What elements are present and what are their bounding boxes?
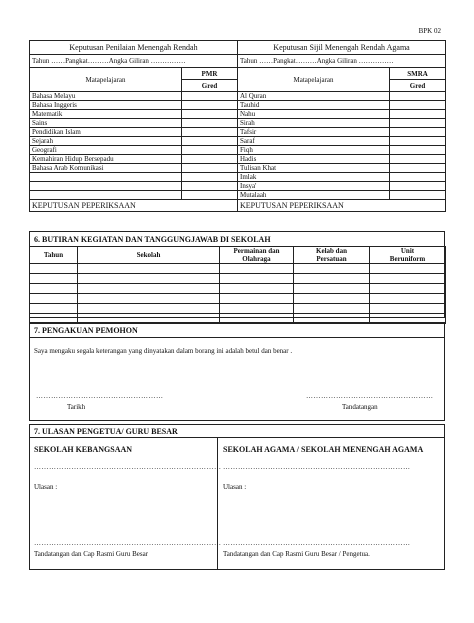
- subject-row: [30, 101, 446, 110]
- religious-school-sign-label: Tandatangan dan Cap Rasmi Guru Besar / Pengetua.: [223, 550, 370, 558]
- activities-row: [30, 294, 446, 304]
- activities-row: [30, 274, 446, 284]
- activities-col-header: [30, 247, 78, 264]
- exam-results-table: [29, 40, 446, 212]
- national-school-sign-field[interactable]: …………………………………………………………………: [34, 539, 222, 547]
- activities-cell[interactable]: [370, 264, 446, 274]
- activities-col-header-line: Beruniform: [389, 255, 426, 263]
- activities-row: [30, 264, 446, 274]
- activities-cell[interactable]: [220, 284, 294, 294]
- activities-cell[interactable]: [78, 304, 220, 314]
- religious-school-heading: SEKOLAH AGAMA / SEKOLAH MENENGAH AGAMA: [223, 445, 424, 454]
- activities-cell[interactable]: [30, 274, 78, 284]
- smra-subject-name: Mutalaah: [238, 191, 390, 200]
- activities-cell[interactable]: [30, 294, 78, 304]
- principal-review-section: [29, 424, 445, 570]
- pmr-subject-name: Bahasa Melayu: [30, 92, 182, 101]
- pmr-grade-header: Gred: [182, 80, 238, 92]
- activities-col-header-line: Unit: [400, 247, 415, 255]
- religious-school-ulasan: Ulasan :: [223, 483, 247, 491]
- smra-grade-cell[interactable]: [390, 191, 446, 200]
- smra-grade-cell[interactable]: [390, 110, 446, 119]
- declaration-section: [29, 322, 445, 421]
- principal-review-title: 7. ULASAN PENGETUA/ GURU BESAR: [34, 427, 178, 436]
- form-code: BPK 02: [418, 27, 441, 35]
- smra-grade-cell[interactable]: [390, 164, 446, 173]
- religious-school-field[interactable]: …………………………………………………………………: [223, 463, 411, 471]
- religious-school-sign-field[interactable]: …………………………………………………………………: [223, 539, 411, 547]
- subject-row: [30, 110, 446, 119]
- smra-grade-cell[interactable]: [390, 128, 446, 137]
- activities-section: [29, 231, 445, 318]
- national-school-heading: SEKOLAH KEBANGSAAN: [34, 445, 133, 454]
- activities-col-header-line: Kelab dan: [316, 247, 347, 255]
- smra-subject-name: Tauhid: [238, 101, 390, 110]
- pmr-subject-name: Geografi: [30, 146, 182, 155]
- activities-cell[interactable]: [30, 264, 78, 274]
- activities-col-header: [220, 247, 294, 264]
- smra-subject-name: Al Quran: [238, 92, 390, 101]
- pmr-subject-name: [30, 182, 182, 191]
- pmr-subject-name: Bahasa Inggeris: [30, 101, 182, 110]
- pmr-subject-header: Matapelajaran: [30, 68, 182, 92]
- pmr-exam-header: PMR: [182, 68, 238, 80]
- activities-cell[interactable]: [294, 304, 370, 314]
- national-school-ulasan: Ulasan :: [34, 483, 58, 491]
- date-label: Tarikh: [67, 403, 86, 411]
- smra-subject-name: Fiqh: [238, 146, 390, 155]
- pmr-subject-name: Matematik: [30, 110, 182, 119]
- pmr-grade-cell[interactable]: [182, 164, 238, 173]
- pmr-grade-cell[interactable]: [182, 92, 238, 101]
- smra-subject-name: Sirah: [238, 119, 390, 128]
- smra-subject-name: Tulisan Khat: [238, 164, 390, 173]
- pmr-results-title: Keputusan Penilaian Menengah Rendah: [30, 41, 238, 55]
- activities-table: [29, 246, 446, 324]
- smra-grade-cell[interactable]: [390, 119, 446, 128]
- smra-grade-cell[interactable]: [390, 173, 446, 182]
- pmr-subject-name: [30, 191, 182, 200]
- activities-cell[interactable]: [294, 274, 370, 284]
- subject-row: [30, 173, 446, 182]
- pmr-grade-cell[interactable]: [182, 128, 238, 137]
- activities-cell[interactable]: [220, 264, 294, 274]
- activities-col-header-line: Permainan dan: [233, 247, 280, 255]
- activities-col-header: [78, 247, 220, 264]
- smra-exam-result-label: KEPUTUSAN PEPERIKSAAN: [238, 200, 446, 212]
- pmr-grade-cell[interactable]: [182, 155, 238, 164]
- activities-cell[interactable]: [78, 284, 220, 294]
- pmr-subject-name: Kemahiran Hidup Bersepadu: [30, 155, 182, 164]
- signature-field[interactable]: ……………………………………………: [306, 392, 434, 400]
- smra-subject-name: Insya': [238, 182, 390, 191]
- activities-cell[interactable]: [370, 304, 446, 314]
- activities-col-header: [370, 247, 446, 264]
- activities-col-header-line: Sekolah: [136, 251, 161, 259]
- smra-subject-name: Hadis: [238, 155, 390, 164]
- activities-title: 6. BUTIRAN KEGIATAN DAN TANGGUNGJAWAB DI SEKOLAH: [34, 235, 271, 244]
- smra-subject-name: Saraf: [238, 137, 390, 146]
- activities-cell[interactable]: [78, 294, 220, 304]
- smra-grade-cell[interactable]: [390, 146, 446, 155]
- pmr-grade-cell[interactable]: [182, 137, 238, 146]
- subject-row: [30, 182, 446, 191]
- national-school-field[interactable]: …………………………………………………………………: [34, 463, 222, 471]
- activities-cell[interactable]: [370, 294, 446, 304]
- activities-cell[interactable]: [220, 304, 294, 314]
- subject-row: [30, 146, 446, 155]
- activities-cell[interactable]: [294, 294, 370, 304]
- activities-col-header: [294, 247, 370, 264]
- smra-grade-cell[interactable]: [390, 92, 446, 101]
- activities-cell[interactable]: [294, 264, 370, 274]
- pmr-grade-cell[interactable]: [182, 146, 238, 155]
- pmr-subject-name: Pendidikan Islam: [30, 128, 182, 137]
- activities-cell[interactable]: [370, 284, 446, 294]
- activities-cell[interactable]: [370, 274, 446, 284]
- pmr-grade-cell[interactable]: [182, 119, 238, 128]
- subject-row: [30, 119, 446, 128]
- activities-cell[interactable]: [30, 284, 78, 294]
- pmr-grade-cell[interactable]: [182, 191, 238, 200]
- subject-row: [30, 92, 446, 101]
- activities-cell[interactable]: [78, 264, 220, 274]
- smra-results-title: Keputusan Sijil Menengah Rendah Agama: [238, 41, 446, 55]
- smra-exam-header: SMRA: [390, 68, 446, 80]
- activities-cell[interactable]: [220, 274, 294, 284]
- activities-cell[interactable]: [78, 274, 220, 284]
- pmr-grade-cell[interactable]: [182, 101, 238, 110]
- national-school-sign-label: Tandatangan dan Cap Rasmi Guru Besar: [34, 550, 149, 558]
- activities-col-header-line: Tahun: [43, 251, 64, 259]
- activities-cell[interactable]: [220, 294, 294, 304]
- activities-row: [30, 304, 446, 314]
- activities-col-header-line: Persatuan: [316, 255, 347, 263]
- smra-grade-cell[interactable]: [390, 182, 446, 191]
- pmr-exam-result-label: KEPUTUSAN PEPERIKSAAN: [30, 200, 238, 212]
- activities-row: [30, 284, 446, 294]
- pmr-grade-cell[interactable]: [182, 182, 238, 191]
- smra-grade-cell[interactable]: [390, 155, 446, 164]
- pmr-subject-name: Sains: [30, 119, 182, 128]
- smra-year-line: Tahun ……Pangkat………Angka Giliran ……………: [238, 55, 446, 68]
- smra-grade-cell[interactable]: [390, 101, 446, 110]
- smra-subject-name: Tafsir: [238, 128, 390, 137]
- date-field[interactable]: ……………………………………………: [36, 392, 164, 400]
- activities-col-header-line: Olahraga: [242, 255, 271, 263]
- pmr-grade-cell[interactable]: [182, 110, 238, 119]
- pmr-grade-cell[interactable]: [182, 173, 238, 182]
- subject-row: [30, 155, 446, 164]
- subject-row: [30, 128, 446, 137]
- pmr-subject-name: [30, 173, 182, 182]
- smra-subject-name: Nahu: [238, 110, 390, 119]
- smra-grade-cell[interactable]: [390, 137, 446, 146]
- activities-cell[interactable]: [294, 284, 370, 294]
- smra-subject-name: Imlak: [238, 173, 390, 182]
- signature-label: Tandatangan: [342, 403, 378, 411]
- subject-row: [30, 164, 446, 173]
- subject-row: [30, 191, 446, 200]
- subject-row: [30, 137, 446, 146]
- activities-cell[interactable]: [30, 304, 78, 314]
- smra-subject-header: Matapelajaran: [238, 68, 390, 92]
- smra-grade-header: Gred: [390, 80, 446, 92]
- declaration-statement: Saya mengaku segala keterangan yang dinyatakan dalam borang ini adalah betul dan benar .: [34, 347, 293, 355]
- pmr-year-line: Tahun ……Pangkat………Angka Giliran ……………: [30, 55, 238, 68]
- pmr-subject-name: Sejarah: [30, 137, 182, 146]
- pmr-subject-name: Bahasa Arab Komunikasi: [30, 164, 182, 173]
- declaration-title: 7. PENGAKUAN PEMOHON: [34, 326, 138, 335]
